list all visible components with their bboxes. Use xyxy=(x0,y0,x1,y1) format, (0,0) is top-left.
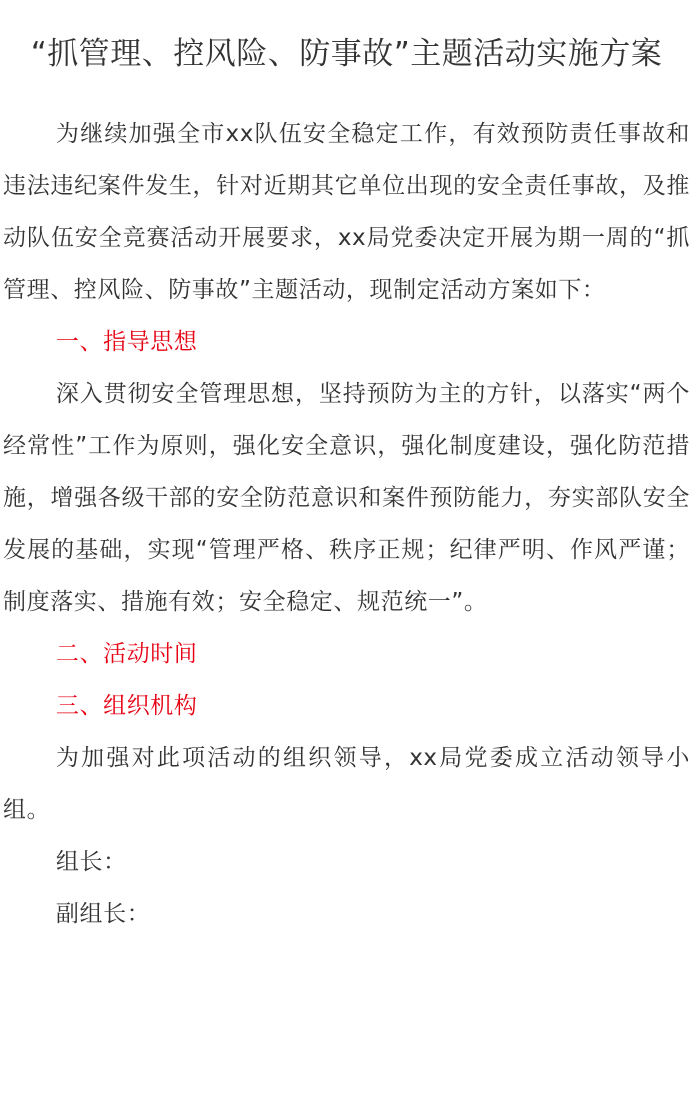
section-heading-guiding-ideology: 一、指导思想 xyxy=(55,329,198,355)
document-title: “抓管理、控风险、防事故”主题活动实施方案 xyxy=(30,36,663,72)
team-leader-line: 组长： xyxy=(55,849,127,875)
document-body xyxy=(3,108,690,940)
intro-paragraph: 为继续加强全市xx队伍安全稳定工作，有效预防责任事故和违法违纪案件发生，针对近期其它单位出现的安全责任事故，及推动队伍安全竞赛活动开展要求，xx局党委决定开展为期一周的“抓管理、控风险、防事故”主题活动，现制定活动方案如下： xyxy=(3,121,690,303)
organization-paragraph: 为加强对此项活动的组织领导，xx局党委成立活动领导小组。 xyxy=(3,745,690,823)
section-heading-activity-time: 二、活动时间 xyxy=(55,641,198,667)
section-heading-organization: 三、组织机构 xyxy=(55,693,198,719)
guiding-ideology-paragraph: 深入贯彻安全管理思想，坚持预防为主的方针，以落实“两个经常性”工作为原则，强化安全意识，强化制度建设，强化防范措施，增强各级干部的安全防范意识和案件预防能力，夯实部队安全发展的基础，实现“管理严格、秩序正规；纪律严明、作风严谨；制度落实、措施有效；安全稳定、规范统一”。 xyxy=(3,381,690,615)
deputy-team-leader-line: 副组长： xyxy=(55,901,151,927)
